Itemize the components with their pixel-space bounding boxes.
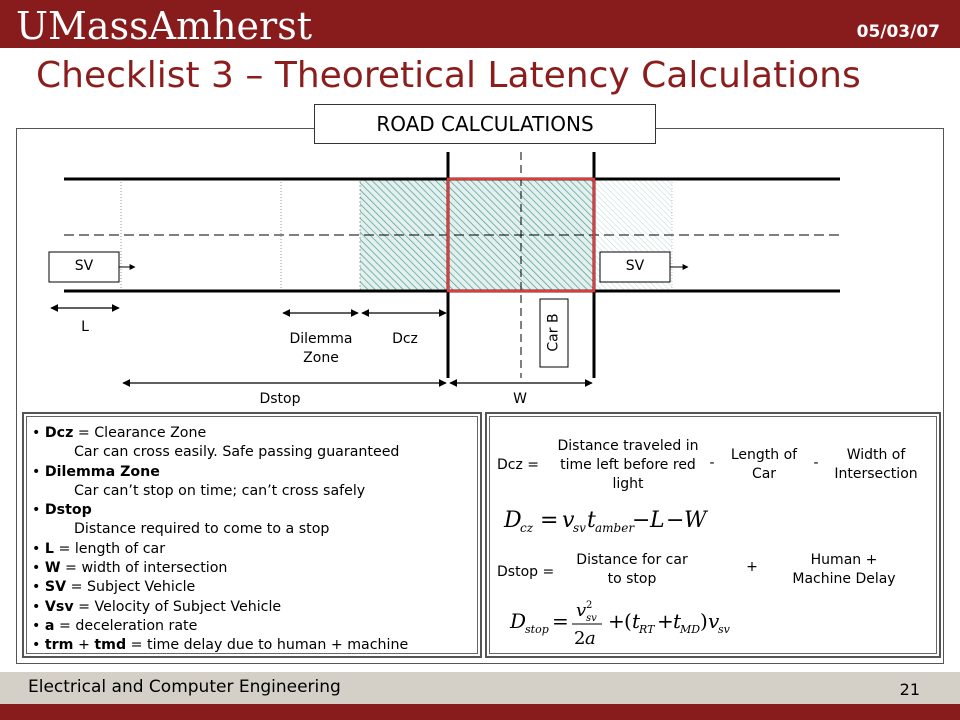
- svg-text:=: =: [552, 609, 569, 633]
- dcz-minus-2: -: [813, 455, 819, 471]
- definition-item: • Dstop: [32, 502, 92, 519]
- dstop-equals-label: Dstop =: [497, 564, 555, 580]
- definition-item: • Dcz = Clearance Zone: [32, 425, 207, 441]
- svg-text:−: −: [632, 508, 651, 533]
- w-label: W: [513, 391, 527, 407]
- dcz-minus-1: -: [709, 455, 715, 471]
- umass-logo: UMassAmherst: [16, 4, 312, 48]
- dilemma-zone-label: Dilemma Zone: [289, 331, 353, 366]
- definition-detail: Car can’t stop on time; can’t cross safely: [74, 482, 366, 499]
- definition-item: • L = length of car: [32, 540, 166, 557]
- bottom-bar: [0, 704, 960, 720]
- dcz-equals-label: Dcz =: [497, 457, 540, 473]
- svg-text:v: v: [562, 508, 575, 533]
- road-calculations-label: ROAD CALCULATIONS: [314, 104, 656, 144]
- svg-text:sv: sv: [573, 521, 586, 535]
- svg-text:−: −: [666, 508, 685, 533]
- sv-right-label: SV: [625, 258, 645, 274]
- car-b-label: Car B: [545, 313, 562, 352]
- svg-text:v: v: [576, 600, 587, 621]
- svg-text:t: t: [673, 609, 682, 633]
- svg-text:amber: amber: [595, 521, 635, 535]
- dstop-label: Dstop: [259, 391, 301, 407]
- svg-text:=: =: [540, 508, 559, 533]
- svg-text:v: v: [708, 609, 720, 633]
- dcz-label: Dcz: [392, 331, 418, 347]
- dcz-formula: [500, 500, 720, 540]
- svg-text:(: (: [624, 609, 632, 633]
- svg-text:a: a: [585, 628, 596, 649]
- svg-text:D: D: [510, 609, 527, 633]
- svg-text:+: +: [608, 609, 625, 633]
- l-label: L: [81, 319, 89, 335]
- footer-bar: [0, 672, 960, 704]
- definition-item: • W = width of intersection: [32, 560, 228, 577]
- dcz-term-distance: Distance traveled in time left before red light: [557, 438, 699, 492]
- svg-text:t: t: [632, 609, 641, 633]
- dstop-term-distance: Distance for car to stop: [576, 552, 688, 587]
- definition-item: • trm + tmd = time delay due to human + machine: [32, 637, 409, 654]
- dstop-formula: [508, 594, 748, 650]
- svg-text:cz: cz: [520, 521, 534, 535]
- svg-text:D: D: [504, 508, 522, 533]
- slide-title: Checklist 3 – Theoretical Latency Calculations: [36, 55, 861, 96]
- svg-text:sv: sv: [586, 613, 597, 624]
- definitions-list: [32, 424, 472, 656]
- svg-text:sv: sv: [718, 623, 730, 636]
- svg-text:RT: RT: [639, 623, 655, 636]
- dcz-term-width: Width of Intersection: [834, 447, 918, 482]
- slide-date: 05/03/07: [856, 22, 940, 42]
- definition-item: • Dilemma Zone: [32, 463, 160, 480]
- dcz-term-length: Length of Car: [730, 447, 798, 482]
- definition-item: • SV = Subject Vehicle: [32, 579, 196, 596]
- department-name: Electrical and Computer Engineering: [28, 677, 341, 697]
- definition-item: • a = deceleration rate: [32, 617, 198, 634]
- svg-text:2: 2: [574, 628, 586, 649]
- definition-detail: Distance required to come to a stop: [74, 521, 330, 538]
- dstop-plus: +: [746, 559, 758, 575]
- svg-text:): ): [700, 609, 708, 633]
- svg-text:W: W: [684, 508, 707, 533]
- svg-text:MD: MD: [680, 623, 701, 636]
- definition-item: • Vsv = Velocity of Subject Vehicle: [32, 598, 282, 615]
- svg-text:+: +: [657, 609, 674, 633]
- svg-text:L: L: [650, 508, 665, 533]
- svg-text:t: t: [587, 508, 596, 533]
- page-number: 21: [899, 680, 920, 699]
- svg-text:stop: stop: [525, 623, 549, 636]
- dstop-term-delay: Human + Machine Delay: [792, 552, 896, 587]
- svg-text:2: 2: [586, 600, 593, 611]
- sv-left-label: SV: [74, 258, 94, 274]
- definition-detail: Car can cross easily. Safe passing guaranteed: [74, 444, 400, 461]
